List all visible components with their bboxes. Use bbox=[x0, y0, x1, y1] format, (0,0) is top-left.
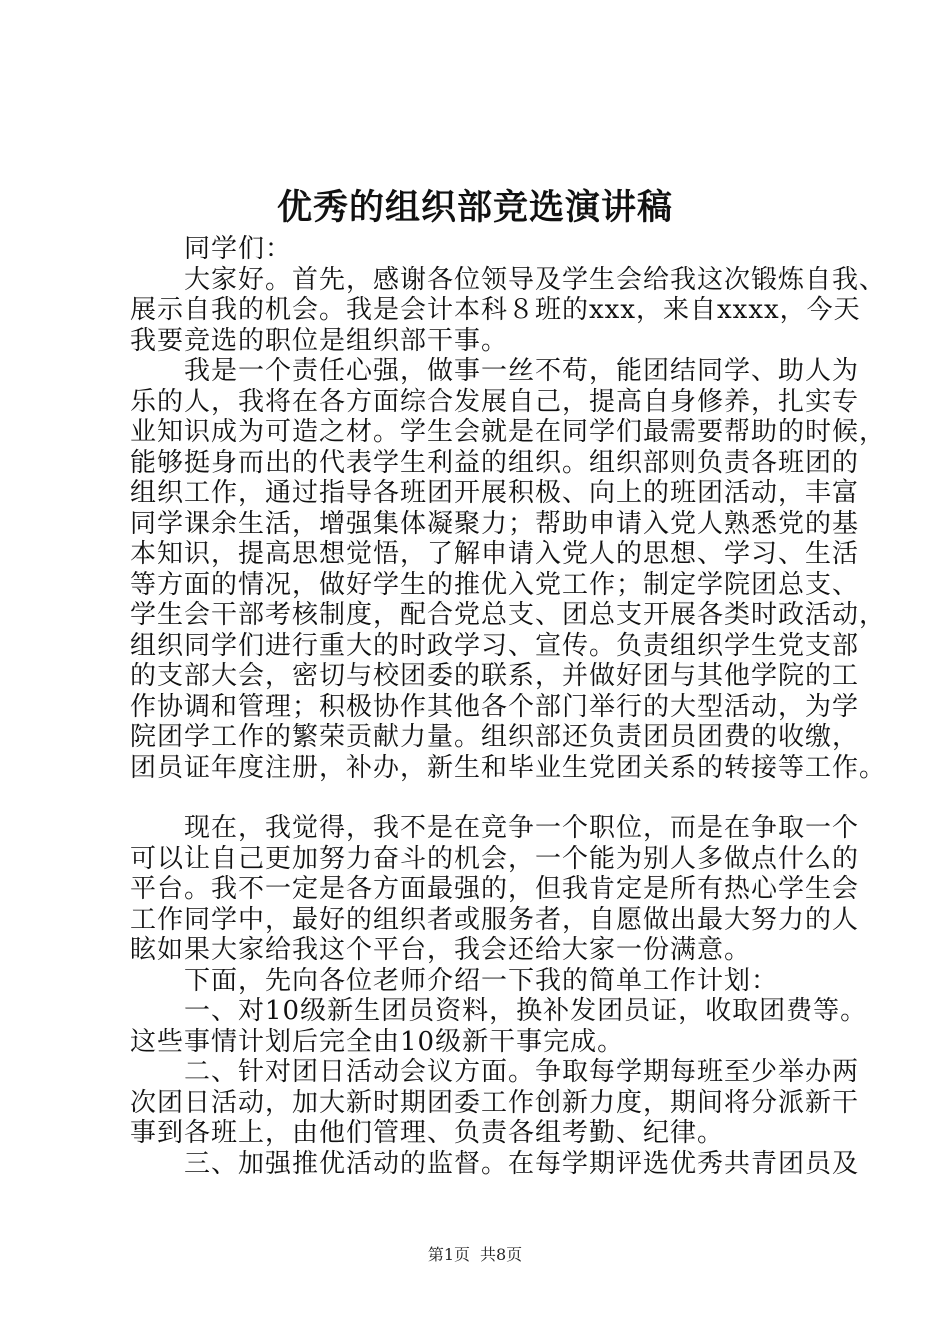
body-line: 下面，先向各位老师介绍一下我的简单工作计划： bbox=[130, 965, 779, 996]
body-line: 平台。我不一定是各方面最强的，但我肯定是所有热心学生会 bbox=[130, 874, 860, 904]
page-total: 共8页 bbox=[480, 1245, 523, 1264]
page-footer bbox=[0, 1244, 950, 1266]
body-line: 能够挺身而出的代表学生利益的组织。组织部则负责各班团的 bbox=[130, 447, 860, 478]
body-line: 组织同学们进行重大的时政学习、宣传。负责组织学生党支部 bbox=[130, 630, 860, 661]
body-line: 工作同学中，最好的组织者或服务者，自愿做出最大努力的人 bbox=[130, 904, 860, 935]
body-line: 次团日活动，加大新时期团委工作创新力度，期间将分派新干 bbox=[130, 1087, 860, 1118]
body-line: 组织工作，通过指导各班团开展积极、向上的班团活动，丰富 bbox=[130, 478, 860, 508]
body-line: 本知识，提高思想觉悟，了解申请入党人的思想、学习、生活 bbox=[130, 539, 860, 569]
body-line: 的支部大会，密切与校团委的联系，并做好团与其他学院的工 bbox=[130, 661, 860, 691]
body-line: 可以让自己更加努力奋斗的机会，一个能为别人多做点什么的 bbox=[130, 843, 860, 874]
page-title: 优秀的组织部竞选演讲稿 bbox=[276, 187, 673, 228]
body-line: 眩如果大家给我这个平台，我会还给大家一份满意。 bbox=[130, 935, 752, 965]
document-body bbox=[130, 234, 887, 1179]
body-line: 三、加强推优活动的监督。在每学期评选优秀共青团员及 bbox=[130, 1148, 860, 1179]
body-line: 我是一个责任心强，做事一丝不苟，能团结同学、助人为 bbox=[130, 356, 860, 386]
body-line: 这些事情计划后完全由10级新干事完成。 bbox=[130, 1026, 625, 1057]
body-line: 现在，我觉得，我不是在竞争一个职位，而是在争取一个 bbox=[130, 813, 860, 843]
body-line: 大家好。首先，感谢各位领导及学生会给我这次锻炼自我、 bbox=[130, 264, 887, 295]
body-line: 展示自我的机会。我是会计本科８班的xxx，来自xxxx，今天 bbox=[130, 295, 861, 325]
body-line: 二、针对团日活动会议方面。争取每学期每班至少举办两 bbox=[130, 1057, 860, 1087]
body-line: 等方面的情况，做好学生的推优入党工作；制定学院团总支、 bbox=[130, 569, 860, 600]
body-line: 同学课余生活，增强集体凝聚力；帮助申请入党人熟悉党的基 bbox=[130, 508, 860, 539]
body-line: 作协调和管理；积极协作其他各个部门举行的大型活动，为学 bbox=[130, 691, 860, 722]
page-number: 第1页 bbox=[427, 1245, 470, 1264]
body-line: 院团学工作的繁荣贡献力量。组织部还负责团员团费的收缴， bbox=[130, 722, 860, 752]
body-line: 我要竞选的职位是组织部干事。 bbox=[130, 325, 509, 356]
body-line: 团员证年度注册，补办，新生和毕业生党团关系的转接等工作。 bbox=[130, 752, 887, 783]
body-line: 事到各班上，由他们管理、负责各组考勤、纪律。 bbox=[130, 1118, 725, 1148]
body-line: 一、对10级新生团员资料，换补发团员证，收取团费等。 bbox=[130, 996, 868, 1026]
body-line: 业知识成为可造之材。学生会就是在同学们最需要帮助的时候， bbox=[130, 417, 887, 447]
body-line: 同学们： bbox=[130, 234, 293, 264]
body-line: 学生会干部考核制度，配合党总支、团总支开展各类时政活动， bbox=[130, 600, 887, 630]
paragraph-gap bbox=[130, 783, 835, 813]
body-line: 乐的人，我将在各方面综合发展自己，提高自身修养，扎实专 bbox=[130, 386, 860, 417]
